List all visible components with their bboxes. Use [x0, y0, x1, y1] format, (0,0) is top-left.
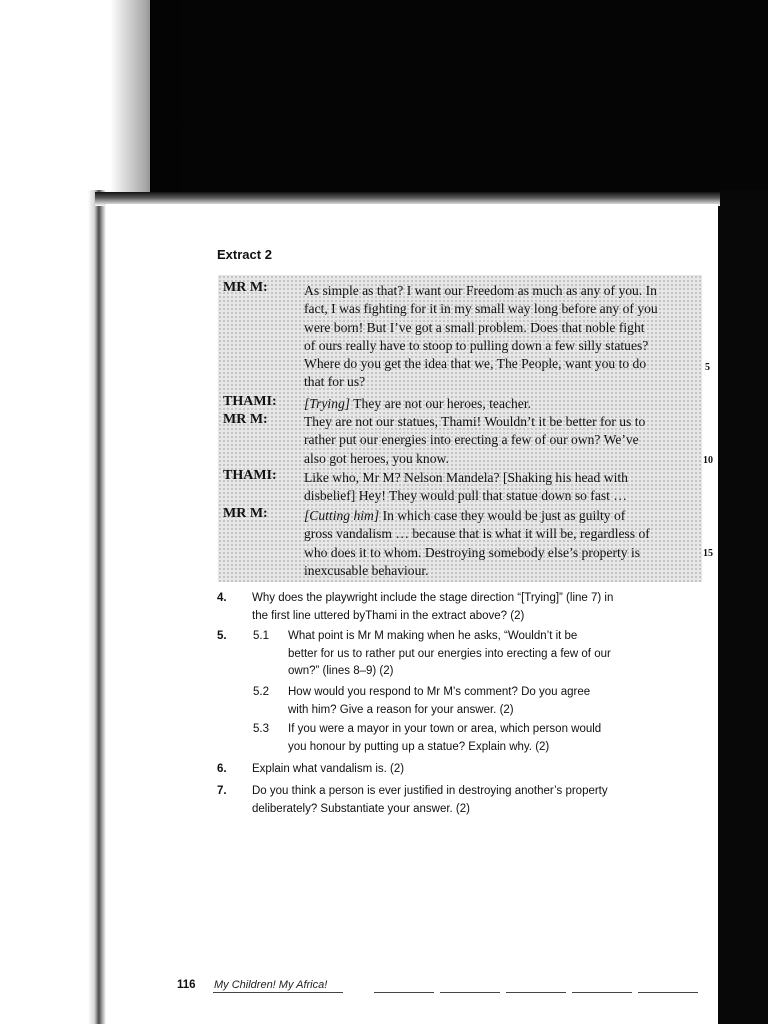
page-binding-edge: [88, 190, 106, 1024]
scan-background-top: [150, 0, 768, 200]
speech-line: also got heroes, you know.: [304, 450, 449, 466]
stage-direction: [Trying]: [304, 396, 351, 411]
speaker-label: MR M:: [223, 280, 268, 295]
question-line: the first line uttered byThami in the extract above? (2): [252, 609, 525, 622]
question-line: If you were a mayor in your town or area, which person would: [288, 723, 602, 735]
line-number: 10: [703, 455, 713, 466]
line-number: 5: [705, 362, 710, 373]
footer-page-number: 116: [177, 979, 196, 991]
speech-text: [304, 282, 696, 392]
question-text: [252, 783, 608, 818]
speech-line: gross vandalism … because that is what it will be, regardless of: [304, 526, 650, 542]
speech-line: were born! But I’ve got a small problem. Does that noble fight: [304, 319, 645, 335]
subquestion-number: 5.2: [253, 686, 269, 698]
speech-text: [304, 507, 696, 580]
speech-text: [304, 395, 696, 413]
subquestion-text: [288, 684, 590, 719]
speech-line: They are not our statues, Thami! Wouldn’t it be better for us to: [304, 414, 646, 429]
speech-line: [Trying] They are not our heroes, teacher.: [304, 396, 532, 411]
question-text: [252, 761, 404, 779]
scan-background-right: [718, 190, 768, 1024]
question-number: 6.: [217, 763, 227, 775]
footer-underline: [213, 992, 343, 993]
speech-line: who does it to whom. Destroying somebody else’s property is: [304, 544, 641, 560]
stage-direction: [Cutting him]: [304, 508, 380, 523]
question-line: you honour by putting up a statue? Explain why. (2): [288, 740, 550, 753]
question-line: Do you think a person is ever justified in destroying another’s property: [252, 785, 608, 797]
line-number: 15: [703, 548, 713, 559]
speech-line: of ours really have to stoop to pulling down a few silly statues?: [304, 337, 649, 353]
question-line: What point is Mr M making when he asks, “Wouldn’t it be: [288, 630, 578, 642]
question-number: 5.: [217, 630, 227, 642]
question-line: own?” (lines 8–9) (2): [288, 665, 394, 677]
question-number: 4.: [217, 592, 227, 604]
question-number: 7.: [217, 785, 227, 797]
question-line: How would you respond to Mr M’s comment? Do you agree: [288, 686, 591, 698]
subquestion-text: [288, 628, 611, 681]
subquestion-number: 5.3: [253, 723, 269, 735]
subquestion-number: 5.1: [253, 630, 269, 642]
footer-rule: [374, 992, 698, 993]
speech-line: disbelief] Hey! They would pull that statue down so fast …: [304, 488, 627, 504]
speaker-label: MR M:: [223, 506, 268, 521]
speech-line: [Cutting him] In which case they would be just as guilty of: [304, 508, 626, 523]
question-line: better for us to rather put our energies into erecting a few of our: [288, 647, 611, 660]
speech-line: inexcusable behaviour.: [304, 562, 429, 578]
speech-line: rather put our energies into erecting a few of our own? We’ve: [304, 432, 639, 448]
question-text: [252, 590, 613, 625]
speech-line: that for us?: [304, 374, 366, 390]
speech-text: [304, 469, 696, 506]
speaker-label: MR M:: [223, 412, 268, 427]
speech-line: As simple as that? I want our Freedom as much as any of you. In: [304, 283, 657, 298]
speech-line: Like who, Mr M? Nelson Mandela? [Shaking his head with: [304, 470, 628, 485]
subquestion-text: [288, 721, 601, 756]
speech-line: Where do you get the idea that we, The People, want you to do: [304, 356, 647, 372]
speech-text: [304, 413, 696, 468]
speaker-label: THAMI:: [223, 468, 277, 483]
scan-background-fringe: [110, 0, 190, 200]
extract-title: Extract 2: [217, 247, 272, 262]
speech-line: fact, I was fighting for it in my small way long before any of you: [304, 301, 658, 317]
footer-book-title: My Children! My Africa!: [214, 979, 328, 991]
question-line: with him? Give a reason for your answer. (2): [288, 703, 514, 716]
question-line: Explain what vandalism is. (2): [252, 763, 405, 775]
question-line: Why does the playwright include the stage direction “[Trying]” (line 7) in: [252, 592, 614, 604]
question-line: deliberately? Substantiate your answer. (2): [252, 802, 470, 815]
speaker-label: THAMI:: [223, 394, 277, 409]
